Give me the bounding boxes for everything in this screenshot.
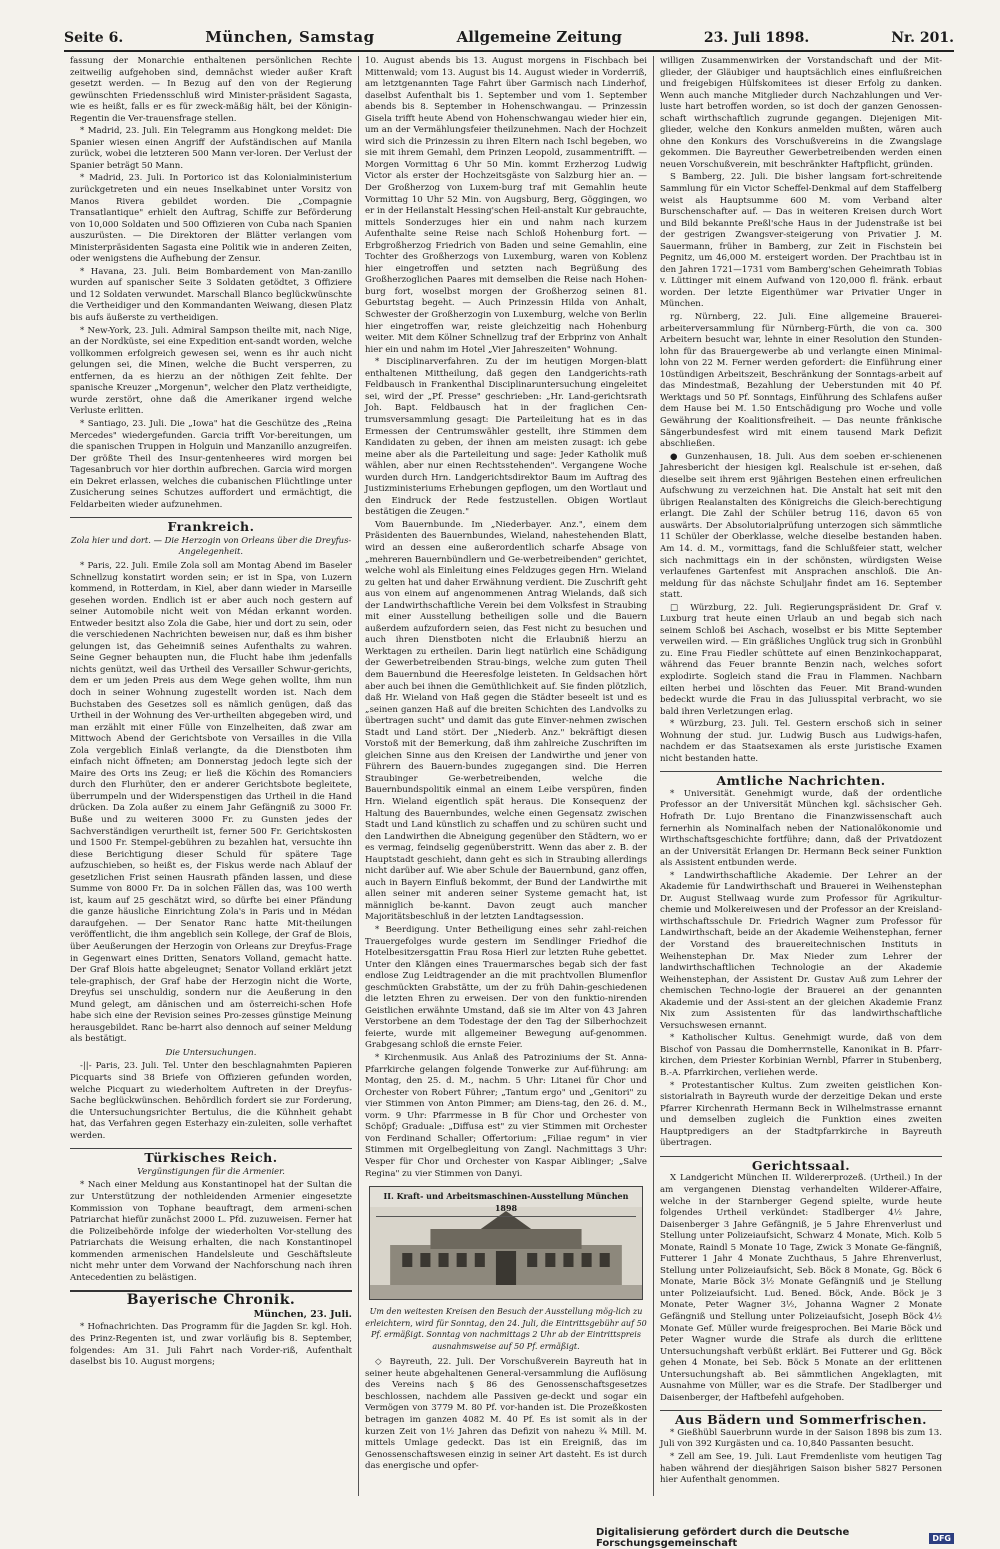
section-subheading: Zola hier und dort. — Die Herzogin von Orleans über die Dreyfus-Angelegenheit. xyxy=(70,534,352,557)
article-text: * Kirchenmusik. Aus Anlaß des Patroziniums der St. Anna-Pfarrkirche gelangen folgende Tonwerke zur Auf-führung: am Montag, den 25. d. M., nachm. 5 Uhr: Litanei für Chor und Orchester von Robert Führer; „Tantum ergo" und „Genitori" zu vier Stimmen von Anton Pimmer; am Diens-tag, den 26. d. M., vorm. 9 Uhr: Pfarrmesse in B für Chor und Orchester von Schöpf; Graduale: „Diffusa est" zu vier Stimmen mit Orchester von Ferdinand Schaller; Offertorium: „Filiae regum" in vier Stimmen mit Orgelbegleitung von Zangl. Nachmittags 3 Uhr: Vesper für Chor und Orchester von Kaspar Aiblinger; „Salve Regina" zu vier Stimmen von Danyi. xyxy=(365,1053,647,1179)
issue-date: 23. Juli 1898. xyxy=(703,30,810,46)
column-2 xyxy=(358,56,653,1496)
article-text: * Nach einer Meldung aus Konstantinopel hat der Sultan die zur Unterstützung der nothleidenden Armenier eingesetzte Kommission von Tophane beauftragt, dem armeni-schen Patriarchat hiefür zunächst 2000 L. Pfd. zuzuweisen. Ferner hat die Polizeibehörde infolge der wiederholten Vor-stellung des Patriarchats die Weisung erhalten, die nach Konstantinopel kommenden armenischen Handelsleute und Geschäftsleute nicht mehr unter dem Vorwand der Nachforschung nach ihren Antecedentien zu belästigen. xyxy=(70,1180,352,1283)
article-text: * Katholischer Kultus. Genehmigt wurde, daß von dem Bischof von Passau die Domherrnstelle, Kanonikat in B. Pfarr-kirchen, dem Priester Korbinian Wernbl, Pfarrer in Stubenberg, B.-A. Pfarrkirchen, verliehen werde. xyxy=(660,1033,942,1079)
section-subheading: Vergünstigungen für die Armenier. xyxy=(137,1165,285,1176)
issue-number: Nr. 201. xyxy=(891,30,954,46)
credit-text: Digitalisierung gefördert durch die Deutsche Forschungsgemeinschaft xyxy=(596,1527,850,1549)
article-text: * Havana, 23. Juli. Beim Bombardement von Man-zanillo wurden auf spanischer Seite 3 Soldaten getödtet, 3 Offiziere und 12 Soldaten verwundet. Marschall Blanco beglückwünschte die Vertheidiger und den Kommandanten Weiwang, diesen Platz bis aufs äußerste zu vertheidigen. xyxy=(70,266,352,324)
article-text: rg. Nürnberg, 22. Juli. Eine allgemeine Brauerei-arbeiterversammlung für Nürnberg-Fürth, die von ca. 300 Arbeitern besucht war, lehnte in einer Resolution den Stunden-lohn für das Brauergewerbe ab und verlangte einen Minimal-lohn von 22 M. Ferner werden gefordert: die Einführung einer 10stündigen Arbeitszeit, Beschränkung der Sonntags-arbeit auf das Mindestmaß, Bezahlung der Ueberstunden mit 40 Pf. Werktags und 50 Pf. Sonntags, Einführung des Schlafens außer dem Hause bei M. 1.50 Entschädigung pro Woche und volle Gewährung der Koalitionsfreiheit. — Das neunte fränkische Sängerbundesfest wird mit einem tausend Mark Defizit abschließen. xyxy=(660,312,942,450)
article-text: 10. August abends bis 13. August morgens in Fischbach bei Mittenwald; vom 13. August bis 14. August wieder in Vorderriß, am letztgenannten Tage Fahrt über Garmisch nach Linderhof, daselbst Aufenthalt bis 1. September und vom 1. September abends bis 8. September in Hohenschwangau. — Prinzessin Gisela trifft heute Abend von Hohenschwangau wieder hier ein, um an der Vermählungsfeier theilzunehmen. Nach der Hochzeit wird sich die Prinzessin zu ihren Eltern nach Ischl begeben, wo sie mit ihrem Gemahl, dem Prinzen Leopold, zusammentrifft. — Morgen Vormittag 6 Uhr 50 Min. kommt Erzherzog Ludwig Victor als erster der Hochzeitsgäste von Salzburg hier an. — Der Großherzog von Luxem-burg traf mit Gemahlin heute Vormittag 10 Uhr 52 Min. von Augsburg, Berg, Göggingen, wo er in der Heilanstalt Hessing'schen Heil-anstalt Kur gebrauchte, mittels Sonderzuges hier ein und nahm nach kurzem Aufenthalte seine Reise nach Schloß Hohenburg fort. — Erbgroßherzog Friedrich von Baden und seine Gemahlin, eine Tochter des Großherzogs von Luxemburg, waren von Koblenz hier eingetroffen und setzten nach Begrüßung des Großherzoglichen Paares mit demselben die Reise nach Hohen-burg fort, woselbst morgen der Großherzog seinen 81. Geburtstag begeht. — Auch Prinzessin Hilda von Anhalt, Schwester der Großherzogin von Luxemburg, welche von Berlin hier eingetroffen war, reiste gleichzeitig nach Hohenburg weiter. Mit dem Kölner Schnellzug traf der Erbprinz von Anhalt hier ein und nahm im Hotel „Vier Jahreszeiten" Wohnung. xyxy=(365,56,647,355)
digitization-credit xyxy=(596,1527,954,1549)
article-text: ● Gunzenhausen, 18. Juli. Aus dem soeben er-schienenen Jahresbericht der hiesigen kgl. Realschule ist er-sehen, daß dieselbe seit ihrem erst 9jährigen Bestehen einen erfreulichen Aufschwung zu verzeichnen hat. Die Anstalt hat seit mit den übrigen Realanstalten des Königreichs die Gleich-berechtigung erlangt. Die Zahl der Schüler betrug 116, davon 65 von auswärts. Der Absolutorialprüfung unterzogen sich sämmtliche 11 Schüler der Oberklasse, welche dieselbe bestanden haben. Am 14. d. M., vormittags, fand die Schlußfeier statt, welcher sich nachmittags ein in der schönsten, würdigsten Weise verlaufenes Gartenfest mit Ansprachen anschloß. Die An-meldung für das nächste Schuljahr findet am 16. September statt. xyxy=(660,451,942,601)
city-day: München, Samstag xyxy=(205,28,375,46)
exhibition-caption: Um den weitesten Kreisen den Besuch der Ausstellung mög-lich zu erleichtern, wird für Sonntag, den 24. Juli, die Eintrittsgebühr auf 50 Pf. ermäßigt. Sonntag von nachmittags 2 Uhr ab der Eintrittspreis ausnahmsweise auf 50 Pf. ermäßigt. xyxy=(365,1307,647,1351)
section-heading-bavaria: Bayerische Chronik. xyxy=(70,1290,352,1307)
column-3 xyxy=(653,56,948,1496)
article-text: * Universität. Genehmigt wurde, daß der ordentliche Professor an der Universität München kgl. sächsischer Geh. Hofrath Dr. Lujo Brentano die Finanzwissenschaft auch fernerhin als Nominalfach neben der Nationalökonomie und Wirthschaftsgeschichte fortführe; dann, daß der Privatdozent an der Universität Erlangen Dr. Hermann Beck seiner Funktion als Assistent entbunden werde. xyxy=(660,788,942,869)
exhibition-illustration xyxy=(369,1186,643,1300)
article-text: S Bamberg, 22. Juli. Die bisher langsam fort-schreitende Sammlung für ein Victor Scheffel-Denkmal auf dem Staffelberg weist als Hauptsumme 600 M. vom Verband alter Burschenschafter auf. — Das in weiteren Kreisen durch Wort und Bild bekannte Preßl'sche Haus in der Judenstraße ist bei der gestrigen Zwangsver-steigerung von Privatier J. M. Sauermann, früher in Bamberg, zur Zeit in Fischstein bei Pegnitz, um 46,000 M. ersteigert worden. Der Prachtbau ist in den Jahren 1721—1731 vom Bamberg'schen Geheimrath Tobias v. Lüttinger mit einem Aufwand von 120,000 fl. fränk. erbaut worden. Der letzte Eigenthümer war Privatier Unger in München. xyxy=(660,172,942,310)
article-text: * Hofnachrichten. Das Programm für die Jagden Sr. kgl. Hoh. des Prinz-Regenten ist, und zwar vorläufig bis 8. September, folgendes: Am 31. Juli Fahrt nach Vorder-riß, Aufenthalt daselbst bis 10. August morgens; xyxy=(70,1322,352,1368)
article-text: X Landgericht München II. Wildererprozeß. (Urtheil.) In der am vergangenen Dienstag verhandelten Wilderer-Affaire, welche in der Starnberger Gegend spielte, wurde heute folgendes Urtheil verkündet: Stadlberger 4½ Jahre, Daisenberger 3 Jahre Gefängniß, je 5 Jahre Ehrenverlust und Stellung unter Polizeiaufsicht, Schwarz 4 Monate, Mich. Kolb 5 Monate, Raindl 5 Monate 10 Tage, Zwick 3 Monate Ge-fängniß, Futterer 1 Jahr 4 Monate Zuchthaus, 5 Jahre Ehrenverlust, Stellung unter Polizeiaufsicht, Seb. Böck 8 Monate, Gg. Böck 6 Monate, Marie Böck 3½ Monate Gefängniß und je Stellung unter Polizeiaufsicht. Lud. Bened. Böck, Ande. Böck je 3 Monate, Peter Wagner 3½, Johanna Wagner 2 Monate Gefängniß und Stellung unter Polizeiaufsicht, Joseph Böck 4½ Monate Gef. Müller wurde freigesprochen. Bei Marie Böck und Peter Wagner wurde die Strafe als durch die erlittene Untersuchungshaft verbüßt erklärt. Bei Futterer und Gg. Böck gehen 4 Monate, bei Seb. Böck 5 Monate an der erlittenen Untersuchungshaft ab. Bei sämmtlichen Angeklagten, mit Ausnahme von Müller, war es die Strafe. Der Stadlberger und Daisenberger, der Haftbefehl aufgehoben. xyxy=(660,1173,942,1403)
exhibition-title: II. Kraft- und Arbeitsmaschinen-Ausstellung München 1898 xyxy=(376,1191,636,1217)
paper-title: Allgemeine Zeitung xyxy=(456,28,622,46)
dfg-logo-icon: DFG xyxy=(929,1533,954,1544)
article-text: * Zell am See, 19. Juli. Laut Fremdenliste vom heutigen Tag haben während der diesjährigen Saison bisher 5827 Personen hier Aufenthalt genommen. xyxy=(660,1451,942,1486)
section-heading-turkey: Türkisches Reich. xyxy=(70,1148,352,1164)
article-text: * Disciplinarverfahren. Zu der im heutigen Morgen-blatt enthaltenen Mittheilung, daß gegen den Landgerichts-rath Feldbausch in Frankenthal Disciplinaruntersuchung eingeleitet sei, wird der „Pf. Presse" geschrieben: „Hr. Land-gerichtsrath Joh. Bapt. Feldbausch hat in der fraglichen Cen-trumsversammlung gesagt: Die Parteileitung hat es in das Ermessen der Centrumswähler gestellt, ihre Stimmen dem Kandidaten zu geben, der ihnen am meisten zusagt: ich gebe meine aber als die Parteileitung und sage: Jeder Katholik muß wählen, aber nur einen Rechtsstehenden". Vergangene Woche wurden durch Hrn. Landgerichtsdirektor Baum im Auftrag des Justizministeriums Erhebungen gepflogen, um den Wortlaut und den Eindruck der Rede festzustellen. Obigen Wortlaut bestätigen die Zeugen." xyxy=(365,357,647,518)
columns xyxy=(64,56,956,1496)
section-heading-official: Amtliche Nachrichten. xyxy=(660,771,942,787)
article-text: * Protestantischer Kultus. Zum zweiten geistlichen Kon-sistorialrath in Bayreuth wurde der derzeitige Dekan und erste Pfarrer Kirchenrath Hermann Beck in Wilhelmstrasse ernannt und demselben zugleich die Funktion eines zweiten Hauptpredigers an der Stadtpfarrkirche in Bayreuth übertragen. xyxy=(660,1080,942,1149)
section-heading-court: Gerichtssaal. xyxy=(660,1156,942,1172)
article-text: -||- Paris, 23. Juli. Tel. Unter den beschlagnahmten Papieren Picquarts sind 38 Briefe von Offizieren gefunden worden, welche Picquart zu wiederholtem Auftreten in der Dreyfus-Sache beglückwünschen. Behördlich fordert sie zur Forderung, die Untersuchungsrichter Bertulus, die die Kühnheit gehabt hat, das Verfahren gegen Esterhazy ein-zuleiten, solle verhaftet werden. xyxy=(70,1061,352,1141)
section-subheading: Die Untersuchungen. xyxy=(165,1046,257,1057)
article-text: Vom Bauernbunde. Im „Niederbayer. Anz.", einem dem Präsidenten des Bauernbundes, Wieland, nahestehenden Blatt, wird an dessen eine außerordentlich scharfe Absage von „mehreren Bauernbündlern und Ge-werbetreibenden" gerichtet, welche wohl als Einleitung eines Feldzuges gegen Hrn. Wieland zu gelten hat und daher Erwähnung verdient. Die Zuschrift geht aus von einem auf angenommenen Antrag Wielands, daß sich der Landwirthschaftliche Verein bei dem Volksfest in Straubing mit einer Ausstellung betheiligen solle und die Bauern außerdem aufzufordern seien, das Fest nicht zu besuchen und auch ihren Dienstboten nicht die Erlaubniß hierzu an Werktagen zu ertheilen. Darin liegt natürlich eine Schädigung der Gewerbetreibenden Strau-bings, welche zum guten Theil dem Bauernbund die Heeresfolge leisteten. In Geldsachen hört aber auch bei ihnen die Gemüthlichkeit auf. Sie finden plötzlich, daß Hr. Wieland von Haß gegen die Städter beseelt ist und es „seinen ganzen Haß auf die breiten Schichten des Landvolks zu übertragen sucht" und damit das gute Einver-nehmen zwischen Stadt und Land stört. Der „Niederb. Anz." bekräftigt diesen Vorstoß mit der Bemerkung, daß ihm zahlreiche Zuschriften im gleichen Sinne aus den Kreisen der Landwirthe und jener von Führern des Bauern-bundes zugegangen sind. Die Herren Straubinger Ge-werbetreibenden, welche die Bauernbundspolitik einmal an einem Leibe verspüren, finden Hrn. Wieland eigentlich spät heraus. Die Konsequenz der Haltung des Bauernbundes, welche einen Gegensatz zwischen Stadt und Land künstlich zu schaffen und zu schüren sucht und den Landwirthen die Abneigung gegenüber den Städtern, wo er es vermag, feindselig gegenüberstritt. Wenn das aber z. B. der Hauptstadt geschieht, dann geht es sich in Straubing allerdings nicht darüber auf. Wie aber Schule der Bauernbund, ganz offen, auch in Bayern Einfluß bekommt, der Bund der Landwirthe mit allen seiner mit anderen seiner Systeme gemacht hat, ist männiglich be-kannt. Davon zeugt auch mancher Majoritätsbeschluß in der letzten Landtagsession. xyxy=(365,519,647,923)
article-text: * Santiago, 23. Juli. Die „Iowa" hat die Geschütze des „Reina Mercedes" wiedergefunden. Garcia trifft Vor-bereitungen, um die spanischen Truppen in Holguin und Manzanillo anzugreifen. Der größte Theil des Insur-gentenheeres wird morgen bei Tagesanbruch vor hier dorthin aufbrechen. Garcia wird morgen ein Dekret erlassen, welches die cubanischen Flüchtlinge unter Zusicherung seines Schutzes auffordert und ermächtigt, die Feldarbeiten wieder aufzunehmen. xyxy=(70,418,352,510)
masthead xyxy=(64,28,954,52)
article-text: ◇ Bayreuth, 22. Juli. Der Vorschußverein Bayreuth hat in seiner heute abgehaltenen General-versammlung die Auflösung des Vereins nach § 86 des Genossenschaftsgesetzes beschlossen, nachdem alle Passiven ge-deckt und sogar ein Vermögen von 3779 M. 80 Pf. vor-handen ist. Die Prozeßkosten betragen im ganzen 4082 M. 40 Pf. Es ist somit als in der kurzen Zeit von 1½ Jahren das Defizit von nahezu ¾ Mill. M. mittels Umlage gedeckt. Das ist ein Ereigniß, das im Genossenschaftswesen einzig in seiner Art dasteht. Es ist durch das energische und opfer- xyxy=(365,1357,647,1472)
article-text: * Paris, 22. Juli. Emile Zola soll am Montag Abend im Baseler Schnellzug konstatirt worden sein; er ist in Spa, von Luzern kommend, in Rotterdam, in Kiel, aber dann wieder in Marseille gesehen worden. Endlich ist er aber auch noch gestern auf seiner Automobile nicht weit von Médan erkannt worden. Entweder besitzt also Zola die Gabe, hier und dort zu sein, oder die verschiedenen Nachrichten beweisen nur, daß es ihm bisher gelungen ist, das Geheimniß seines Aufenthalts zu wahren. Seine Gegner behaupten nun, die Flucht habe ihm jedenfalls nichts genützt, weil das Urtheil des Versailler Schwur-gerichts, dem er um jeden Preis aus dem Wege gehen wollte, ihm nun doch in seiner Wohnung zugestellt worden ist. Nach dem Buchstaben des Gesetzes soll es nämlich genügen, daß das Urtheil in der Wohnung des Ver-urtheilten abgegeben wird, und man erzählt mit einer Fülle von Einzelheiten, daß zwar am Mittwoch Abend der Gerichtsbote von Versailles in die Villa Zola vergeblich Einlaß verlangte, da die Dienstboten ihm einfach nicht öffneten; am Donnerstag jedoch legte sich der Maire des Orts ins Zeug; er ließ die Köchin des Romanciers durch den Flurhüter, den er anderer Gerichtsbote begleitete, überrumpeln und der Widerspenstigen das Urtheil in die Hand drücken. Da Zola außer zu einem Jahr Gefängniß zu 3000 Fr. Buße und zu weiteren 3000 Fr. zu Gunsten jedes der Sachverständigen verurtheilt ist, ferner 500 Fr. Gerichtskosten und 1500 Fr. Stempel-gebühren zu bezahlen hat, versuchte ihn diese Berichtigung dieser Schuld für spätere Tage aufzuschieben, so heißt es, der Fiskus werde nach Ablauf der gesetzlichen Frist seinen Hausrath pfänden lassen, und diese Summe von 8000 Fr. Da in solchen Fällen das, was 100 werth ist, kaum auf 25 geschätzt wird, so dürfte bei einer Pfändung die ganze häusliche Einrichtung Zola's in Paris und in Médan daraufgehen. — Der Senator Ranc hatte Mit-theilungen veröffentlicht, die ihm angeblich sein Kollege, der Graf de Blois, über Aeußerungen der Herzogin von Orleans zur Dreyfus-Frage in Gegenwart eines Dritten, Senators Volland, gemacht hatte. Der Graf Blois hatte abgeleugnet; Senator Volland erklärt jetzt tele-graphisch, der Graf habe der Herzogin nicht die Worte, Dreyfus sei unschuldig, sondern nur die Aeußerung in den Mund gelegt, am dänischen und am österreichi-schen Hofe habe sich eine der Revision seines Pro-zesses günstige Meinung herausgebildet. Ranc be-harrt also dennoch auf seiner Meldung als bestätigt. xyxy=(70,560,352,1045)
section-heading-baths: Aus Bädern und Sommerfrischen. xyxy=(660,1410,942,1426)
article-text: * Landwirthschaftliche Akademie. Der Lehrer an der Akademie für Landwirthschaft und Brauerei in Weihenstephan Dr. August Stellwaag wurde zum Professor für Agrikultur-chemie und Molkereiwesen und der Professor an der Kreisland-wirthschaftsschule Dr. Friedrich Wagner zum Professor für Landwirthschaft, beide an der Akademie Weihenstephan, ferner der Vorstand des brauereitechnischen Instituts in Weihenstephan Dr. Max Nieder zum Lehrer der landwirthschaftlichen Technologie an der Akademie Weihenstephan, der Assistent Dr. Gustav Auß zum Lehrer der chemischen Techno-logie der Brauerei an der genannten Akademie und der Assi-stent an der gleichen Akademie Franz Nix zum Assistenten für das landwirthschaftliche Versuchswesen ernannt. xyxy=(660,870,942,1031)
article-text: fassung der Monarchie enthaltenen persönlichen Rechte zeitweilig aufgehoben sind, demnächst wieder außer Kraft gesetzt werden. — In Bezug auf den von der Regierung gewünschten Friedensschluß wird Minister-präsident Sagasta, wie es heißt, falls er es für zweck-mäßig hält, bei der Königin-Regentin die Ver-trauensfrage stellen. xyxy=(70,56,352,124)
article-text: * Beerdigung. Unter Betheiligung eines sehr zahl-reichen Trauergefolges wurde gestern im Sendlinger Friedhof die Hotelbesitzersgattin Frau Rosa Hierl zur letzten Ruhe gebettet. Unter den Klängen eines Trauermarsches begab sich der fast endlose Zug Leidtragender an die mit prachtvollen Blumenflor geschmückten Grabstätte, um der zu früh Dahin-geschiedenen die letzten Ehren zu erweisen. Der von den funktio-nirenden Geistlichen erwähnte Umstand, daß sie im Alter von 43 Jahren Verstorbene an dem Todestage der den Tag der Silberhochzeit feierte, wurde mit allgemeiner Bewegung auf-genommen. Grabgesang schloß die ernste Feier. xyxy=(365,925,647,1051)
article-text: * Madrid, 23. Juli. In Portorico ist das Kolonialministerium zurückgetreten und ein neues Inselkabinet unter Vorsitz von Manos Rivera gebildet worden. Die „Compagnie Transatlantique" erhielt den Auftrag, Schiffe zur Beförderung von 10,000 Soldaten und 500 Offizieren von Cuba nach Spanien auszurüsten. — Die Direktoren der Blätter verlangen vom Ministerpräsidenten Sagasta eine Politik wie in anderen Zeiten, oder wenigstens die Aufhebung der Zensur. xyxy=(70,173,352,265)
article-text: * Madrid, 23. Juli. Ein Telegramm aus Hongkong meldet: Die Spanier wiesen einen Angriff der Aufständischen auf Manila zurück, wobei die letzteren 500 Mann ver-loren. Der Verlust der Spanier beträgt 50 Mann. xyxy=(70,126,352,171)
article-text: * Gießhübl Sauerbrunn wurde in der Saison 1898 bis zum 13. Juli von 392 Kurgästen und ca. 10,840 Passanten besucht. xyxy=(660,1427,942,1450)
section-heading-france: Frankreich. xyxy=(70,517,352,533)
article-text: * Würzburg, 23. Juli. Tel. Gestern erschoß sich in seiner Wohnung der stud. jur. Ludwig Busch aus Ludwigs-hafen, nachdem er das Staatsexamen als erste juristische Examen nicht bestanden hatte. xyxy=(660,719,942,764)
article-text: * New-York, 23. Juli. Admiral Sampson theilte mit, nach Nige, an der Nordküste, sei eine Expedition ent-sandt worden, welche vollkommen erfolgreich gewesen sei, wenn es ihr auch nicht gelungen sei, die Minen, welche die Bucht versperren, zu entfernen, da es hierzu an der nöthigen Zeit fehlte. Der spanische Kreuzer „Morgenun", welcher den Platz vertheidigte, wurde zerstört, ohne daß die Amerikaner irgend welche Verluste erlitten. xyxy=(70,325,352,417)
article-text: willigen Zusammenwirken der Vorstandschaft und der Mit-glieder, der Gläubiger und hauptsächlich eines einflußreichen und freigebigen Hülfskomitees ist dieser Erfolg zu danken. Wenn auch manche Mitglieder durch Nachzahlungen und Ver-luste hart betroffen worden, so ist doch der ganzen Genossen-schaft wirthschaftlich zugrunde gegangen. Diejenigen Mit-glieder, welche den Konkurs anmelden mußten, wären auch ohne den Konkurs des Vorschußvereins in die Zwangslage gekommen. Die Bayreuther Gewerbetreibenden werden einen neuen Vorschußverein, mit beschränkter Haftpflicht, gründen. xyxy=(660,56,942,170)
page-number: Seite 6. xyxy=(64,30,124,46)
column-1 xyxy=(64,56,358,1496)
dateline: München, 23. Juli. xyxy=(253,1308,352,1320)
article-text: □ Würzburg, 22. Juli. Regierungspräsident Dr. Graf v. Luxburg trat heute einen Urlaub an und begab sich nach seinem Schloß bei Aschach, woselbst er bis Mitte September verweilen wird. — Ein gräßliches Unglück trug sich in Gronbühl zu. Eine Frau Fiedler schüttete auf einen Benzinkochapparat, während das Feuer brannte Benzin nach, welches sofort explodirte. Sogleich stand die Frau in Flammen. Nachbarn eilten herbei und löschten das Feuer. Mit Brand-wunden bedeckt wurde die Frau in das Juliusspital verbracht, wo sie bald ihren Verletzungen erlag. xyxy=(660,602,942,717)
